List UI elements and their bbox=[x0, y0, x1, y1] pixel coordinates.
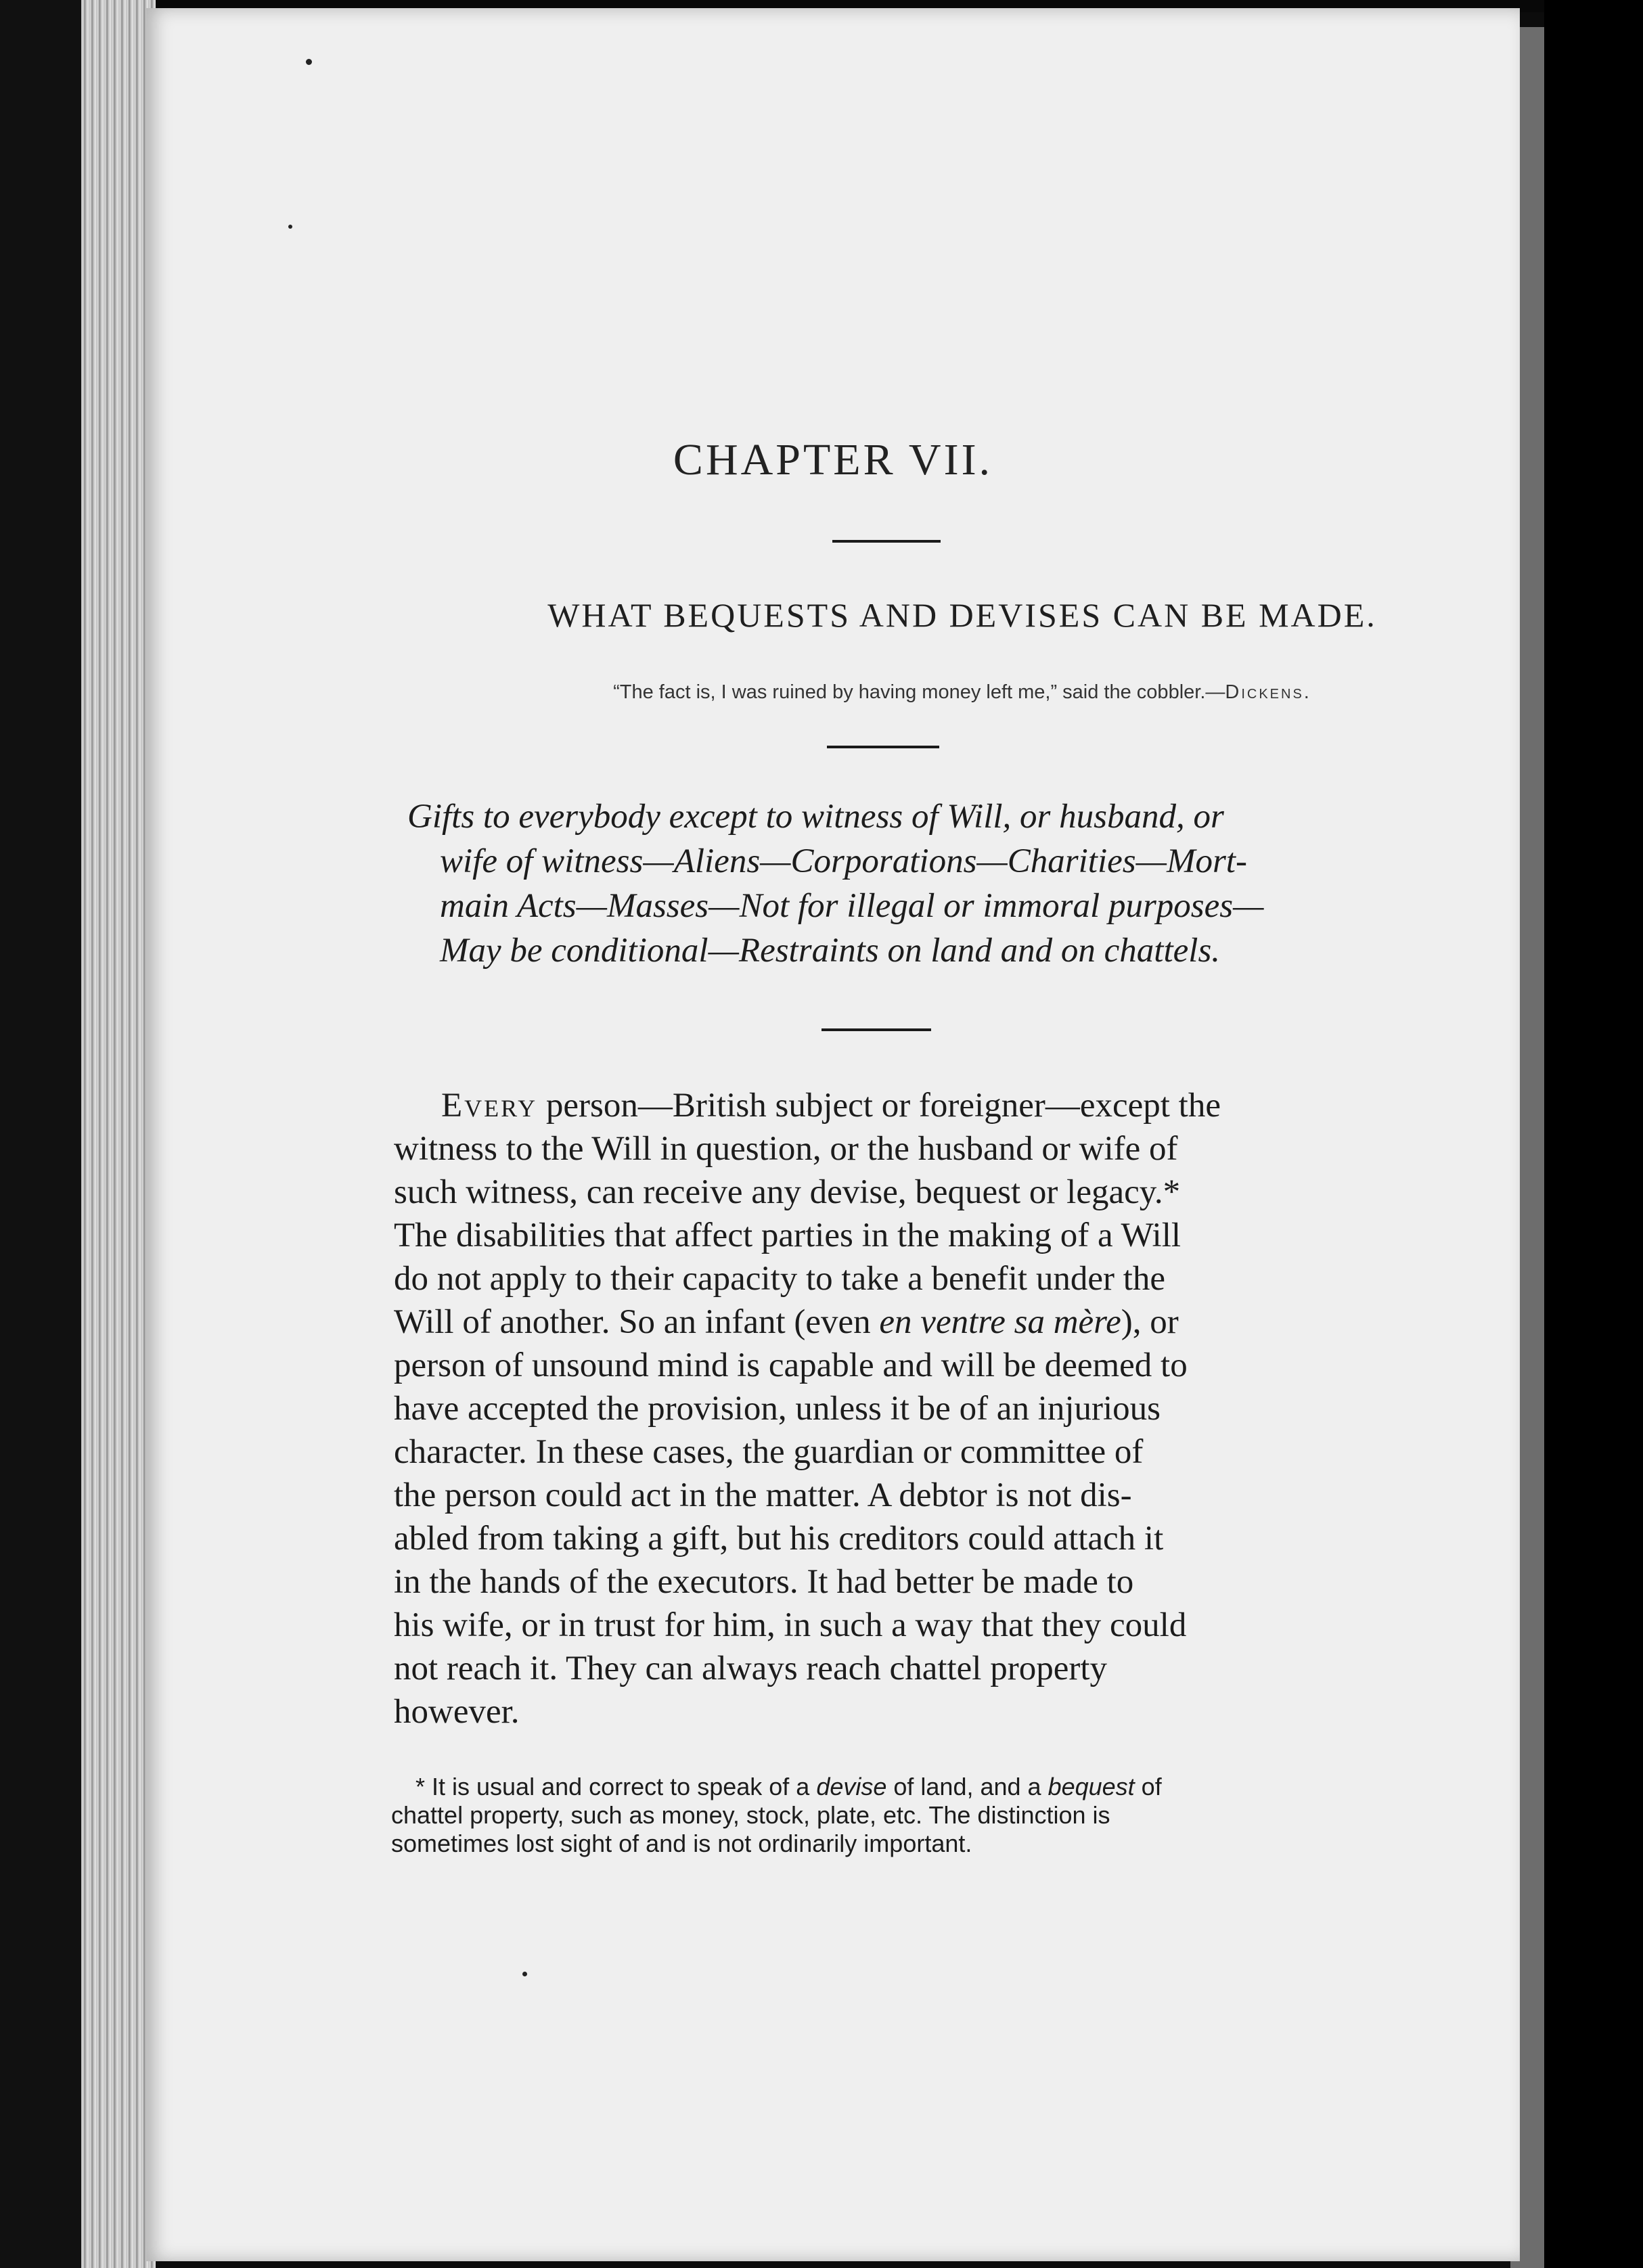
divider-rule bbox=[832, 540, 941, 543]
body-line: such witness, can receive any devise, bequest or legacy.* bbox=[394, 1173, 1181, 1211]
ink-speck bbox=[306, 59, 312, 65]
chapter-title: CHAPTER VII. bbox=[673, 435, 993, 484]
ink-speck bbox=[522, 1972, 527, 1976]
epigraph-quote: “The fact is, I was ruined by having money left me,” said the cobbler.— bbox=[613, 681, 1225, 703]
body-line: do not apply to their capacity to take a benefit under the bbox=[394, 1260, 1166, 1298]
body-line: The disabilities that affect parties in the making of a Will bbox=[394, 1217, 1181, 1254]
divider-rule bbox=[822, 1028, 931, 1031]
body-line: person of unsound mind is capable and will be deemed to bbox=[394, 1346, 1188, 1384]
divider-rule bbox=[827, 746, 939, 748]
body-line: in the hands of the executors. It had better be made to bbox=[394, 1563, 1134, 1601]
synopsis-line: wife of witness—Aliens—Corporations—Charities—Mort- bbox=[440, 842, 1247, 880]
footnote-line: sometimes lost sight of and is not ordinarily important. bbox=[391, 1830, 972, 1857]
body-line: his wife, or in trust for him, in such a way that they could bbox=[394, 1606, 1187, 1644]
body-line: Every person—British subject or foreigner—except the bbox=[441, 1087, 1221, 1125]
chapter-synopsis bbox=[407, 794, 1517, 973]
drop-word: Every bbox=[441, 1087, 538, 1125]
body-line: Will of another. So an infant (even en ventre sa mère), or bbox=[394, 1303, 1179, 1341]
body-paragraph bbox=[394, 1084, 1504, 1733]
italic-phrase: en ventre sa mère bbox=[879, 1303, 1121, 1341]
epigraph-author: Dickens. bbox=[1225, 681, 1311, 703]
body-line: witness to the Will in question, or the husband or wife of bbox=[394, 1130, 1178, 1168]
footnote-line: chattel property, such as money, stock, plate, etc. The distinction is bbox=[391, 1801, 1110, 1829]
body-line: not reach it. They can always reach chattel property bbox=[394, 1650, 1107, 1687]
footnote-line: * It is usual and correct to speak of a devise of land, and a bequest of bbox=[415, 1773, 1162, 1800]
book-page-edges bbox=[81, 0, 156, 2268]
synopsis-line: Gifts to everybody except to witness of Will, or husband, or bbox=[407, 798, 1224, 836]
ink-speck bbox=[288, 225, 292, 229]
footnote bbox=[391, 1773, 1514, 1858]
book-page bbox=[146, 8, 1520, 2261]
body-line: abled from taking a gift, but his creditors could attach it bbox=[394, 1520, 1164, 1558]
scan-right-border bbox=[1544, 0, 1643, 2268]
body-line: the person could act in the matter. A debtor is not dis- bbox=[394, 1476, 1132, 1514]
body-line: character. In these cases, the guardian or committee of bbox=[394, 1433, 1144, 1471]
chapter-heading: WHAT BEQUESTS AND DEVISES CAN BE MADE. bbox=[547, 596, 1377, 634]
synopsis-line: May be conditional—Restraints on land and on chattels. bbox=[440, 932, 1221, 970]
scan-left-border bbox=[0, 0, 81, 2268]
body-line: however. bbox=[394, 1693, 520, 1731]
body-line: have accepted the provision, unless it be of an injurious bbox=[394, 1390, 1161, 1428]
synopsis-line: main Acts—Masses—Not for illegal or immoral purposes— bbox=[440, 887, 1264, 925]
epigraph bbox=[414, 681, 1510, 704]
